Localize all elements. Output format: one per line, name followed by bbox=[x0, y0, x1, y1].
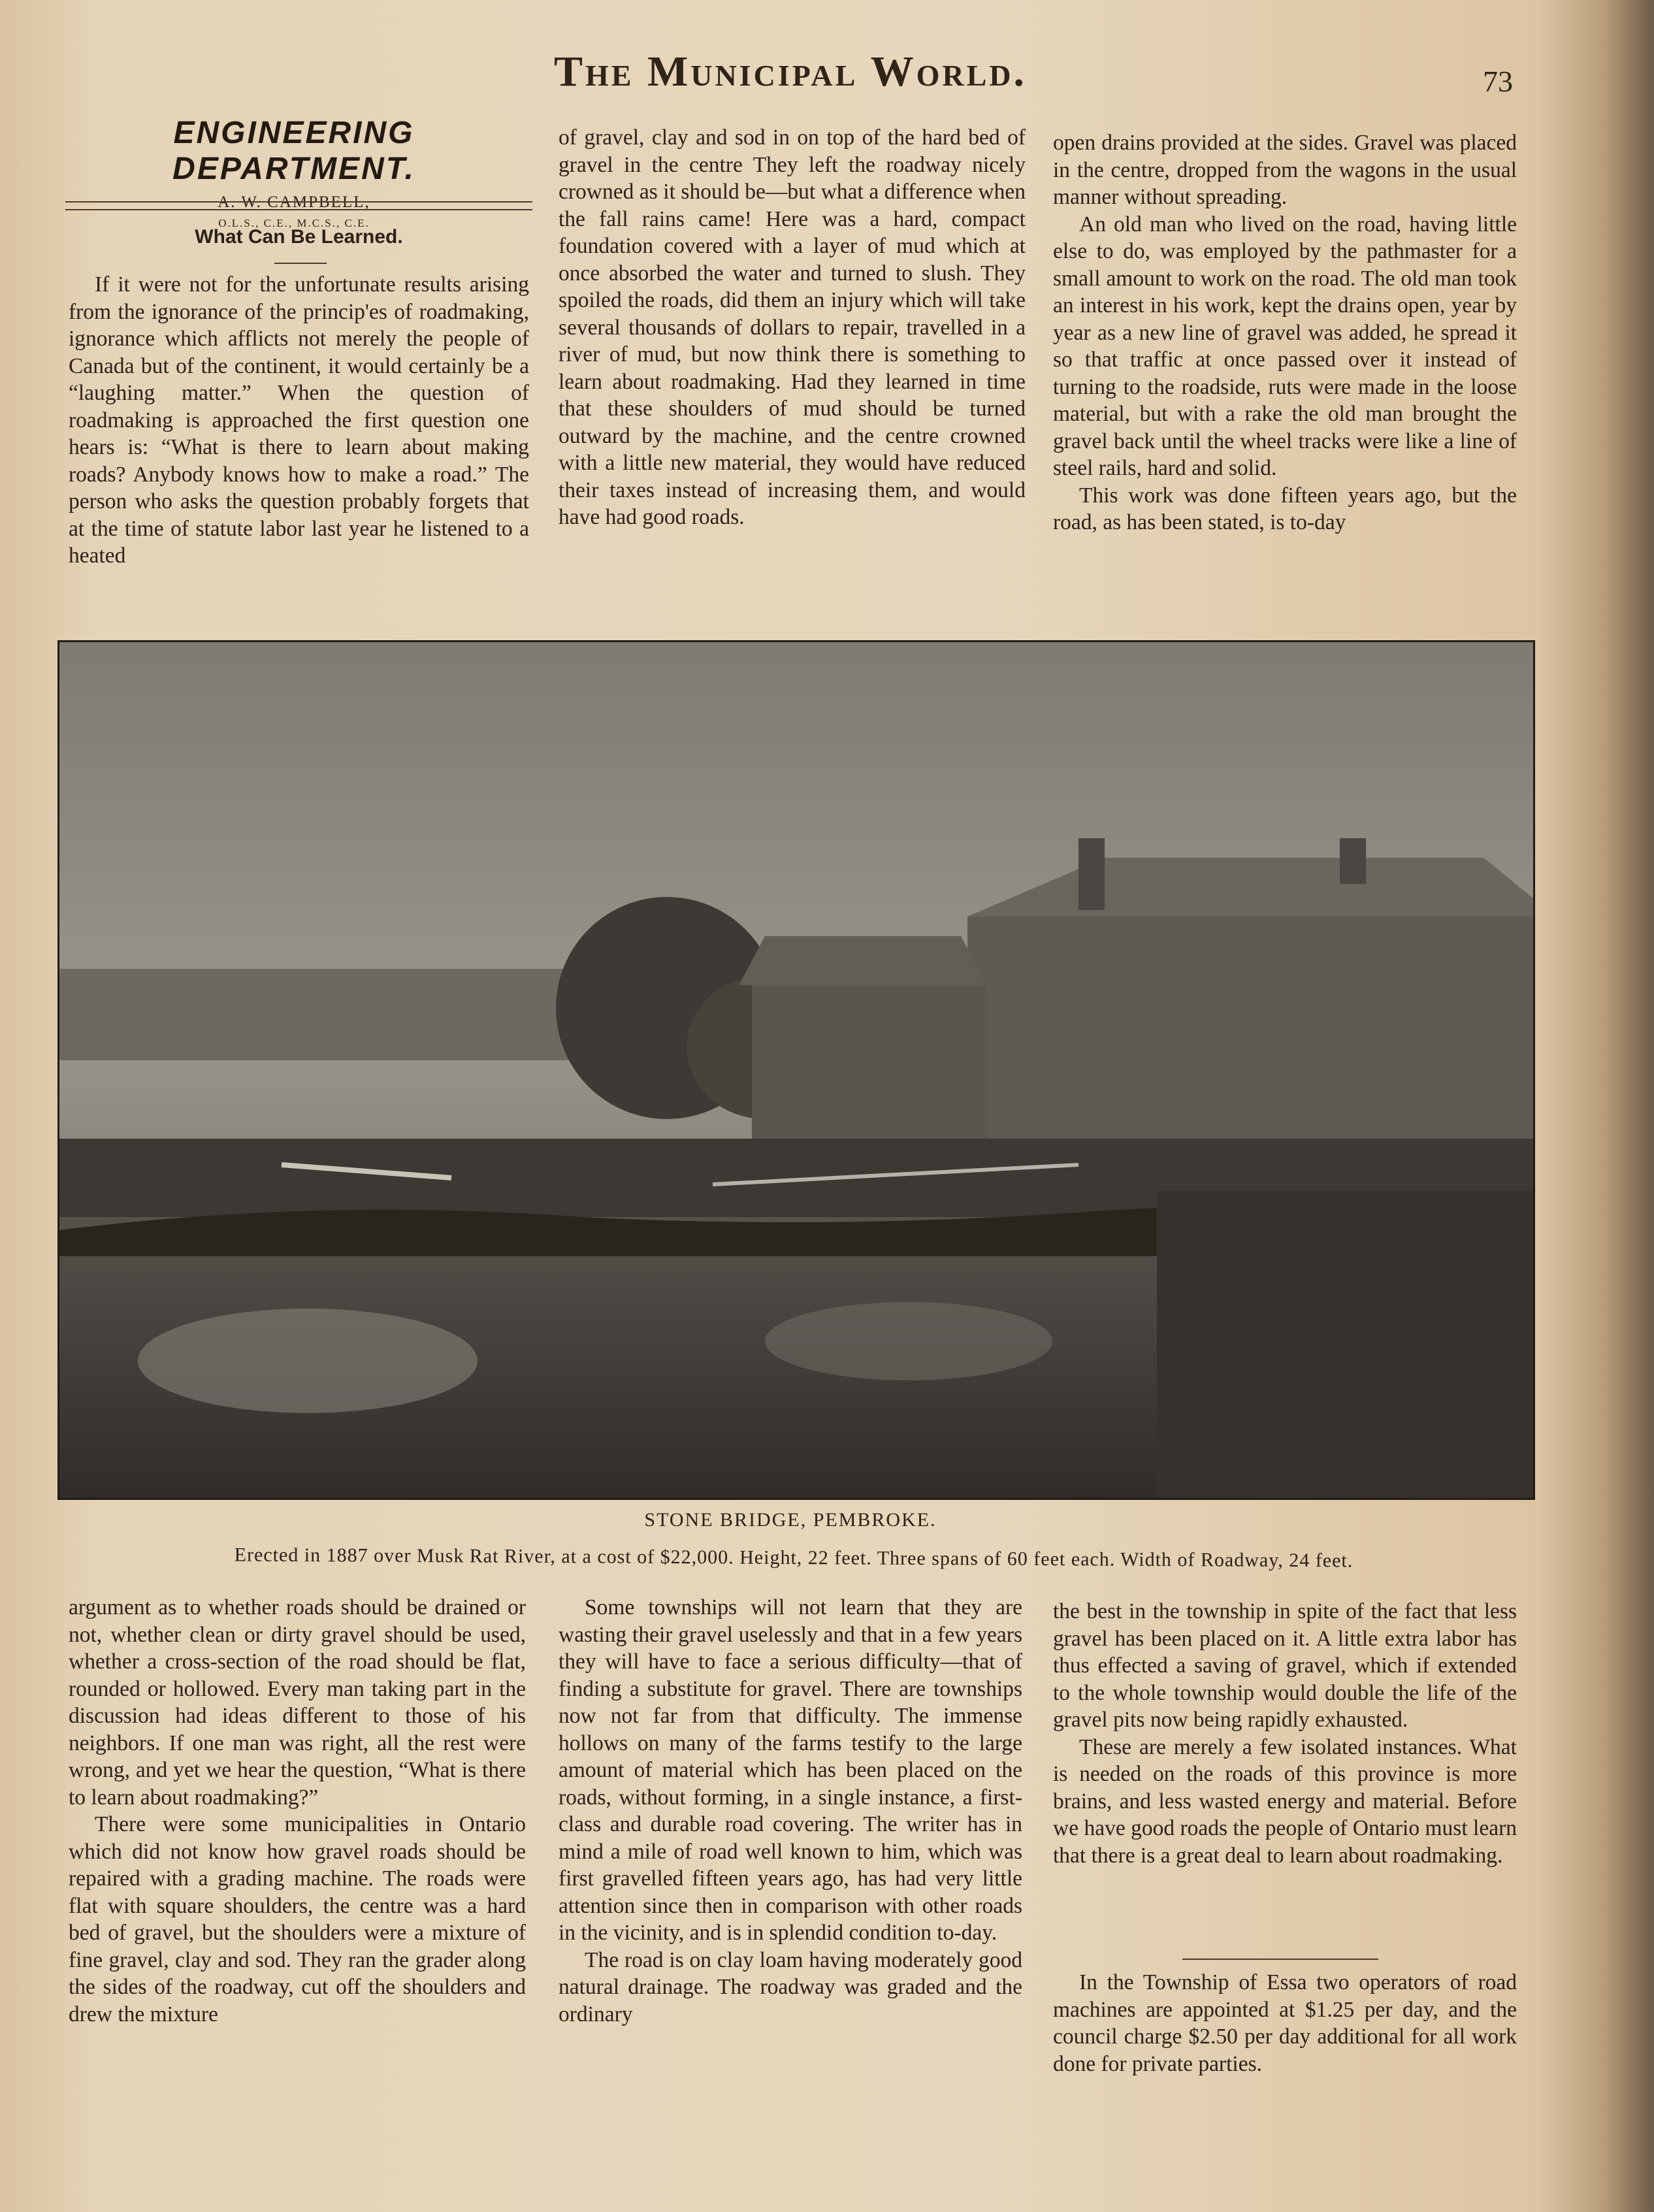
double-rule-divider bbox=[65, 201, 532, 210]
column-1-bottom bbox=[69, 1594, 526, 2028]
column-2-top bbox=[559, 124, 1026, 531]
column-1-top bbox=[69, 271, 529, 570]
photo-caption-detail: Erected in 1887 over Musk Rat River, at a cost of $22,000. Height, 22 feet. Three spans of 60 feet each. Width of Roadway, 24 feet. bbox=[234, 1544, 1354, 1572]
stone-bridge-photo bbox=[57, 640, 1535, 1500]
paragraph: In the Township of Essa two operators of road machines are appointed at $1.25 per day, and the council charge $2.50 per day additional for all work done for private parties. bbox=[1053, 1970, 1517, 2076]
paragraph: of gravel, clay and sod in on top of the hard bed of gravel in the centre They left the roadway nicely crowned as it should be—but what a difference when the fall rains came! Here was a hard, compact foundation covered with a layer of mud which at once absorbed the water and turned to slush. They spoiled the roads, did them an injury which will take several thousands of dollars to repair, travelled in a river of mud, but now think there is something to learn about roadmaking. Had they learned in time that these shoulders of mud should be turned outward by the machine, and the centre crowned with a little new material, they would have reduced their taxes instead of increasing them, and would have had good roads. bbox=[559, 125, 1026, 529]
photo-caption-title: STONE BRIDGE, PEMBROKE. bbox=[644, 1509, 937, 1531]
running-title: The Municipal World. bbox=[553, 48, 1028, 95]
column-3-top bbox=[1053, 129, 1517, 536]
paragraph: If it were not for the unfortunate results arising from the ignorance of the princip'es of roadmaking, ignorance which afflicts not merely the people of Canada but of the continent, it would certainly be a “laughing matter.” When the question of roadmaking is approached the first question one hears is: “What is there to learn about making roads? Anybody knows how to make a road.” The person who asks the question probably forgets that at the time of statute labor last year he listened to a heated bbox=[69, 272, 529, 568]
paragraph: Some townships will not learn that they are wasting their gravel uselessly and that in a few years they will have to face a serious difficulty—that of finding a substitute for gravel. There are townships now not far from that difficulty. The immense hollows on many of the farms testify to the large amount of material which has been placed on the roads, without forming, in a single instance, a first-class and durable road covering. The writer has in mind a mile of road well known to him, which was first gravelled fifteen years ago, has had very little attention since then in comparison with other roads in the vicinity, and is in splendid condition to-day. bbox=[559, 1595, 1022, 1945]
paragraph: argument as to whether roads should be drained or not, whether clean or dirty gravel should be used, whether a cross-section of the road should be flat, rounded or hollowed. Every man taking part in the discussion had ideas different to those of his neighbors. If one man was right, all the rest were wrong, and yet we hear the question, “What is there to learn about roadmaking?” bbox=[69, 1595, 526, 1810]
department-author: A. W. CAMPBELL, bbox=[218, 193, 370, 211]
department-title: ENGINEERING DEPARTMENT. bbox=[172, 116, 415, 186]
column-3-bottom bbox=[1053, 1598, 1517, 1869]
column-2-bottom bbox=[559, 1594, 1022, 2028]
department-header bbox=[59, 115, 529, 230]
paragraph: The road is on clay loam having moderately good natural drainage. The roadway was graded and the ordinary bbox=[559, 1947, 1022, 2026]
paragraph: open drains provided at the sides. Gravel was placed in the centre, dropped from the wagons in the usual manner without spreading. bbox=[1053, 131, 1517, 209]
paragraph: the best in the township in spite of the fact that less gravel has been placed on it. A little extra labor has thus effected a saving of gravel, which if extended to the whole township would double the life of the gravel pits now being rapidly exhausted. bbox=[1053, 1599, 1517, 1732]
short-rule-divider bbox=[1182, 1959, 1378, 1960]
short-rule-divider bbox=[274, 263, 327, 264]
article-heading: What Can Be Learned. bbox=[195, 226, 403, 248]
page-number: 73 bbox=[1483, 65, 1513, 98]
paragraph: These are merely a few isolated instances. What is needed on the roads of this province is more brains, and less wasted energy and material. Before we have good roads the people of Ontario must learn that there is a great deal to learn about roadmaking. bbox=[1053, 1734, 1517, 1868]
township-note bbox=[1053, 1969, 1517, 2077]
paragraph: There were some municipalities in Ontario which did not know how gravel roads should be repaired with a grading machine. The roads were flat with square shoulders, the centre was a hard bed of gravel, but the shoulders were a mixture of fine gravel, clay and sod. They ran the grader along the sides of the roadway, cut off the shoulders and drew the mixture bbox=[69, 1812, 526, 2026]
paragraph: This work was done fifteen years ago, but the road, as has been stated, is to-day bbox=[1053, 483, 1517, 534]
department-credentials: O.L.S., C.E., M.C.S., C.E. bbox=[218, 217, 370, 229]
paragraph: An old man who lived on the road, having little else to do, was employed by the pathmaster for a small amount to work on the road. The old man took an interest in his work, kept the drains open, year by year as a new line of gravel was added, he spread it so that traffic at once passed over it instead of turning to the roadside, ruts were made in the loose material, but with a rake the old man brought the gravel back until the wheel tracks were like a line of steel rails, hard and solid. bbox=[1053, 212, 1517, 480]
